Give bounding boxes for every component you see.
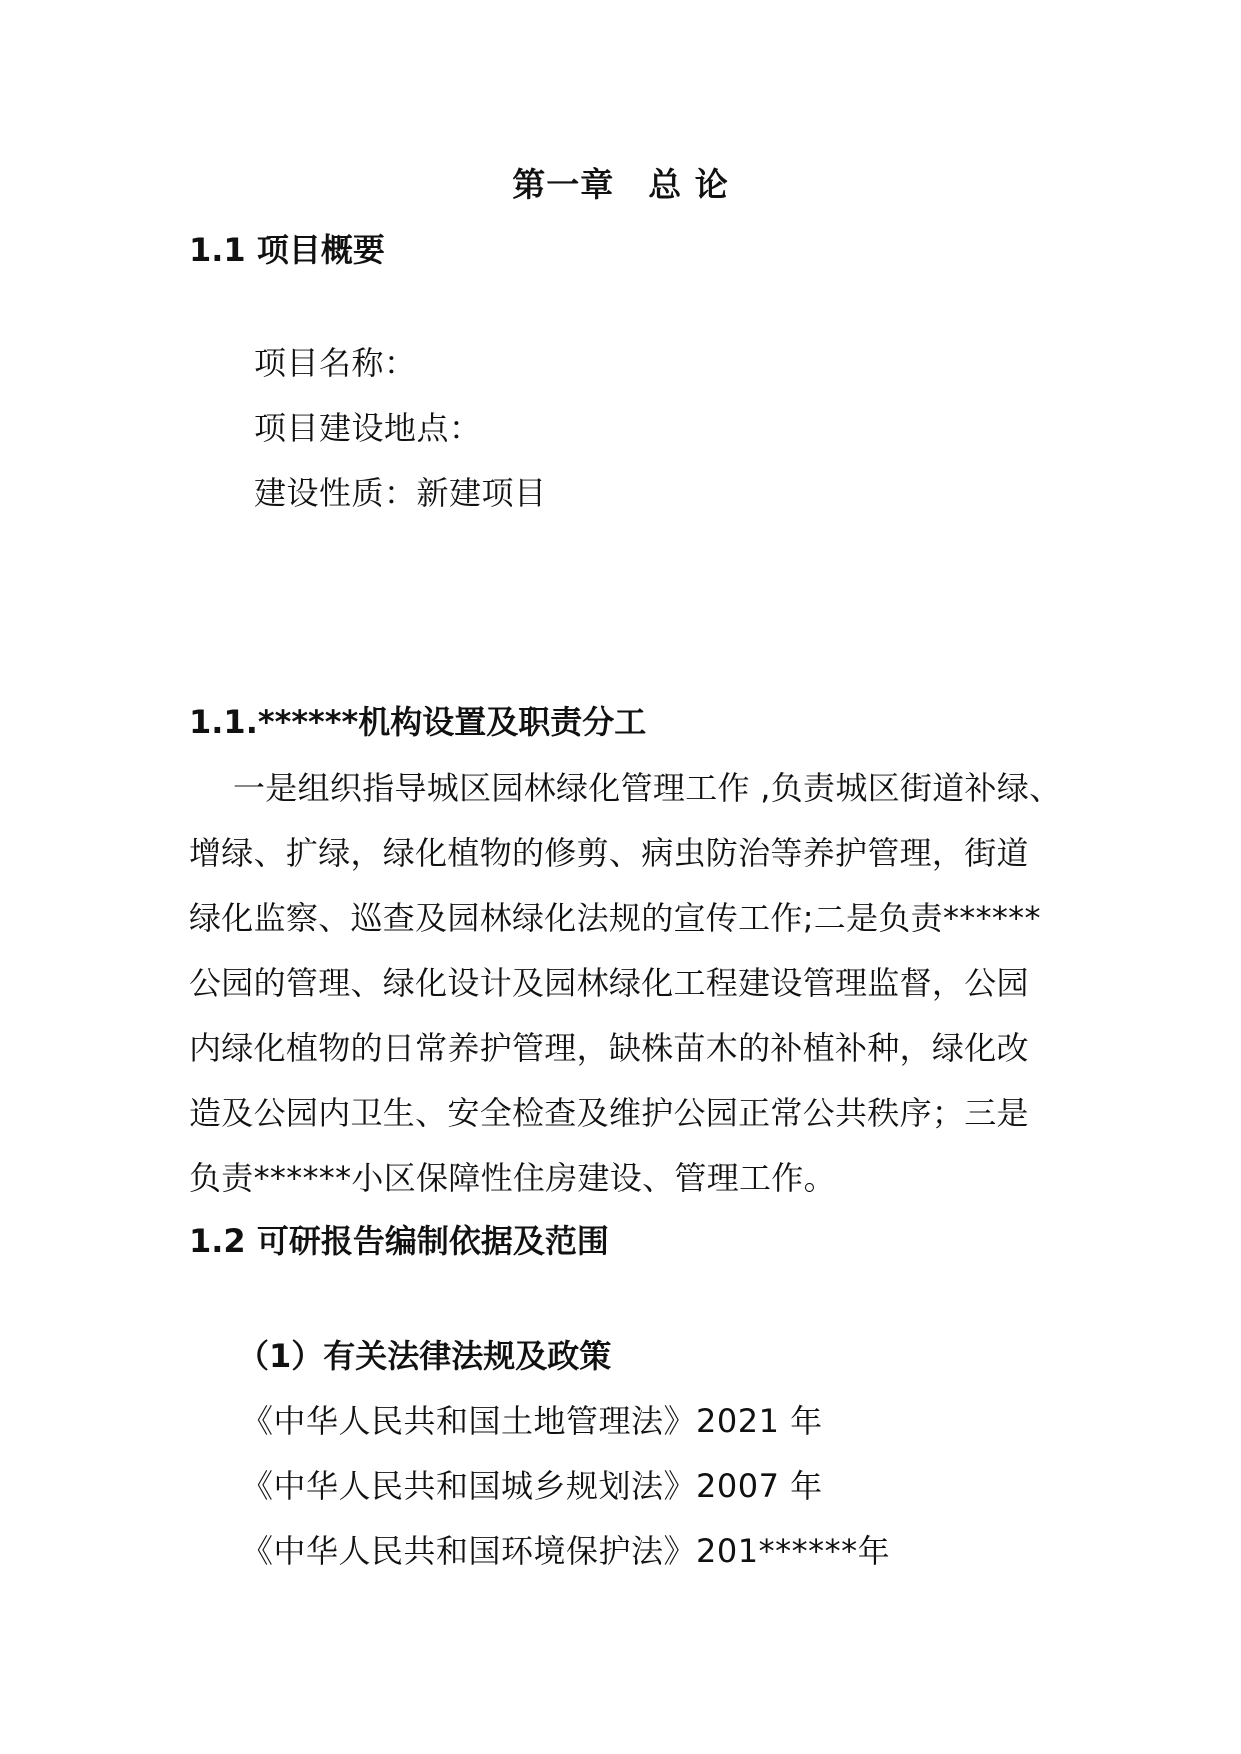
law-item: 《中华人民共和国环境保护法》201******年: [241, 1532, 891, 1570]
paragraph-line: 公园的管理、绿化设计及园林绿化工程建设管理监督，公园: [189, 964, 1029, 1002]
project-location-label: 项目建设地点：: [254, 409, 482, 447]
paragraph-line: 增绿、扩绿，绿化植物的修剪、病虫防治等养护管理，街道: [189, 834, 1029, 872]
paragraph-line: 造及公园内卫生、安全检查及维护公园正常公共秩序；三是: [189, 1094, 1029, 1132]
chapter-title: 第一章 总 论: [512, 165, 729, 204]
paragraph-line: 绿化监察、巡查及园林绿化法规的宣传工作;二是负责******: [189, 899, 1041, 937]
section-1-2-heading: 1.2 可研报告编制依据及范围: [189, 1222, 609, 1260]
law-item: 《中华人民共和国土地管理法》2021 年: [241, 1402, 823, 1440]
paragraph-line: 负责******小区保障性住房建设、管理工作。: [189, 1159, 836, 1197]
paragraph-line: 内绿化植物的日常养护管理，缺株苗木的补植补种，绿化改: [189, 1029, 1029, 1067]
construction-nature-label: 建设性质：新建项目: [254, 474, 547, 512]
laws-subheading: （1）有关法律法规及政策: [237, 1337, 612, 1375]
project-name-label: 项目名称：: [254, 344, 417, 382]
law-item: 《中华人民共和国城乡规划法》2007 年: [241, 1467, 823, 1505]
responsibilities-paragraph: [189, 756, 1089, 1211]
paragraph-line: 一是组织指导城区园林绿化管理工作 ,负责城区街道补绿、: [233, 769, 1062, 807]
section-1-1-heading: 1.1 项目概要: [189, 231, 385, 269]
section-1-1-x-heading: 1.1.******机构设置及职责分工: [189, 703, 647, 741]
